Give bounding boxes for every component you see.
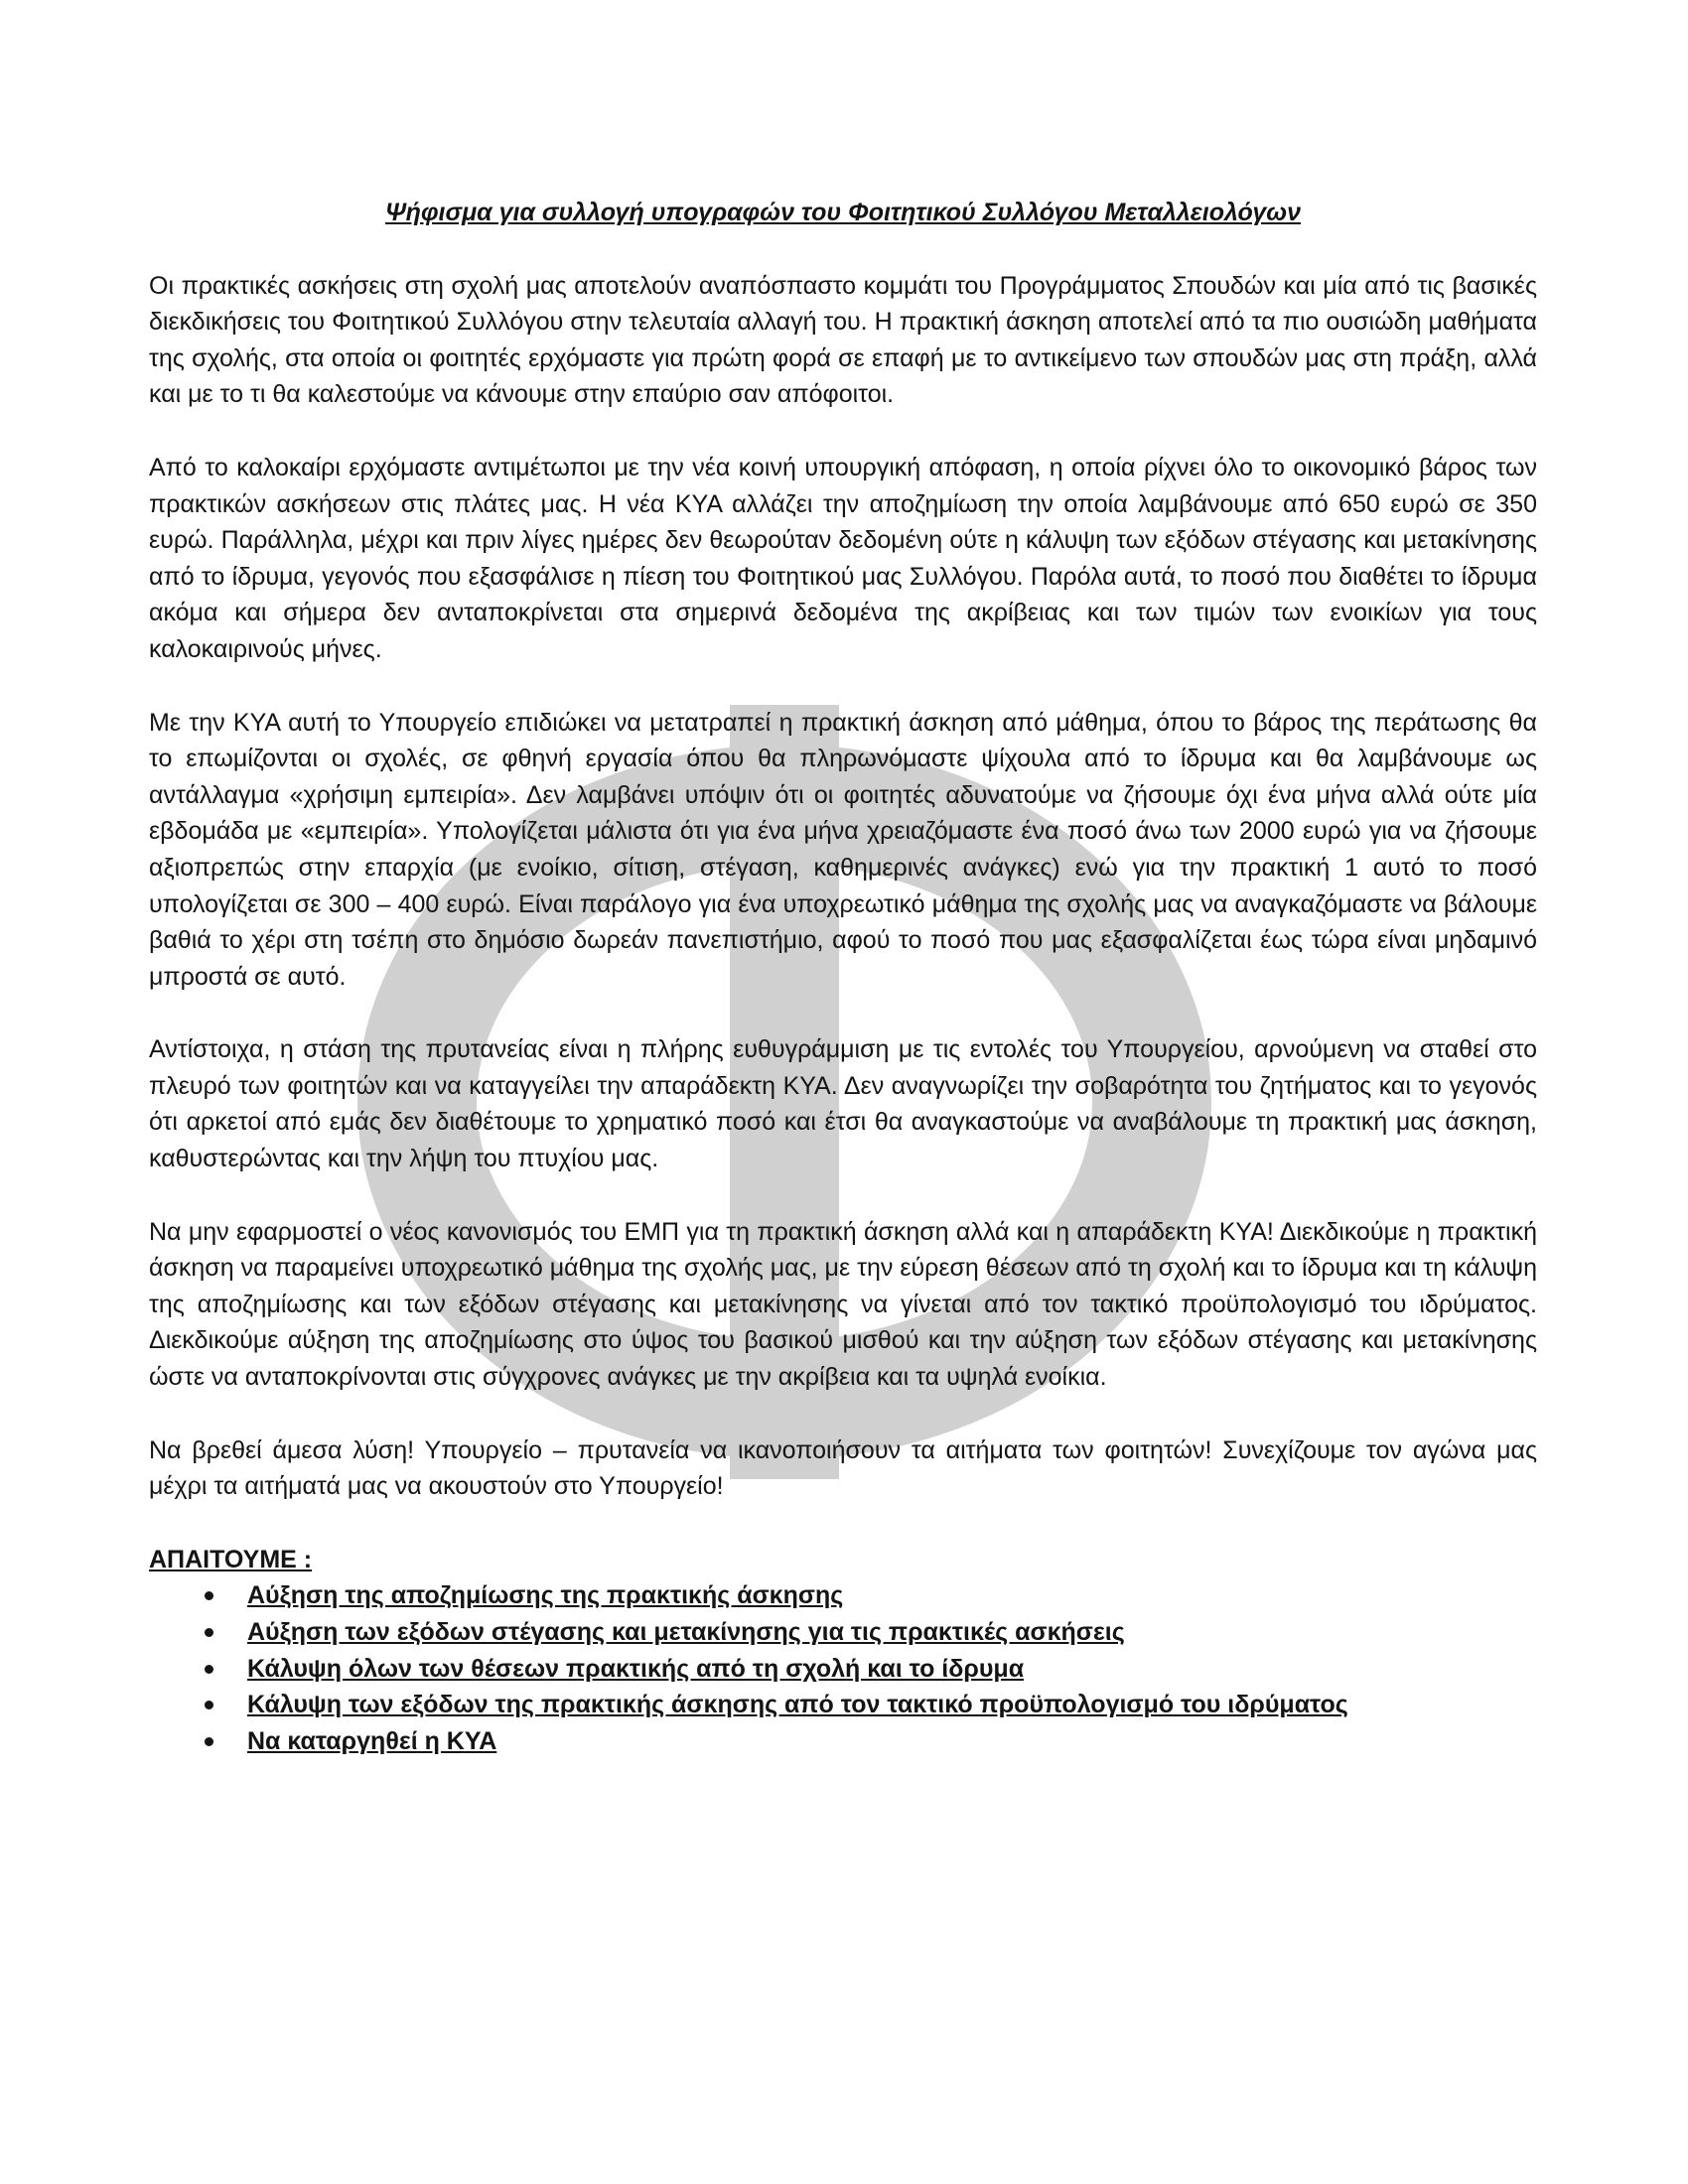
demand-text: Κάλυψη όλων των θέσεων πρακτικής από τη σχολή και το ίδρυμα [247, 1654, 1025, 1683]
bullet-icon [205, 1628, 213, 1637]
paragraph-1: Οι πρακτικές ασκήσεις στη σχολή μας αποτελούν αναπόσπαστο κομμάτι του Προγράμματος Σπουδών και μία από τις βασικές διεκδικήσεις του Φοιτητικού Συλλόγου στην τελευταία αλλαγή του. Η πρακτική άσκηση αποτελεί από τα πιο ουσιώδη μαθήματα της σχολής, στα οποία οι φοιτητές ερχόμαστε για πρώτη φορά σε επαφή με το αντικείμενο των σπουδών μας στη πράξη, αλλά και με το τι θα καλεστούμε να κάνουμε στην επαύριο σαν απόφοιτοι. [149, 271, 1537, 409]
list-item [149, 1577, 1537, 1614]
demand-text: Κάλυψη των εξόδων της πρακτικής άσκησης από τον τακτικό προϋπολογισμό του ιδρύματος [247, 1691, 1348, 1719]
bullet-icon [205, 1737, 213, 1746]
document-body [149, 195, 1537, 1759]
document-title: Ψήφισμα για συλλογή υπογραφών του Φοιτητικού Συλλόγου Μεταλλειολόγων [384, 199, 1302, 226]
paragraph-3: Με την ΚΥΑ αυτή το Υπουργείο επιδιώκει να μετατραπεί η πρακτική άσκηση από μάθημα, όπου το βάρος της περάτωσης θα το επωμίζονται οι σχολές, σε φθηνή εργασία όπου θα πληρωνόμαστε ψίχουλα από το ίδρυμα και θα λαμβάνουμε ως αντάλλαγμα «χρήσιμη εμπειρία». Δεν λαμβάνει υπόψιν ότι οι φοιτητές αδυνατούμε να ζήσουμε όχι ένα μήνα αλλά ούτε μία εβδομάδα με «εμπειρία». Υπολογίζεται μάλιστα ότι για ένα μήνα χρειαζόμαστε ένα ποσό άνω των 2000 ευρώ για να ζήσουμε αξιοπρεπώς στην επαρχία (με ενοίκιο, σίτιση, στέγαση, καθημερινές ανάγκες) ενώ για την πρακτική 1 αυτό το ποσό υπολογίζεται σε 300 – 400 ευρώ. Είναι παράλογο για ένα υποχρεωτικό μάθημα της σχολής μας να αναγκαζόμαστε να βάλουμε βαθιά το χέρι στη τσέπη στο δημόσιο δωρεάν πανεπιστήμιο, αφού το ποσό που μας εξασφαλίζεται έως τώρα είναι μηδαμινό μπροστά σε αυτό. [149, 708, 1537, 991]
demands-list [149, 1577, 1537, 1759]
list-item [149, 1614, 1537, 1651]
paragraph-4: Αντίστοιχα, η στάση της πρυτανείας είναι η πλήρης ευθυγράμμιση με τις εντολές του Υπουργείου, αρνούμενη να σταθεί στο πλευρό των φοιτητών και να καταγγείλει την απαράδεκτη ΚΥΑ. Δεν αναγνωρίζει την σοβαρότητα του ζητήματος και το γεγονός ότι αρκετοί από εμάς δεν διαθέτουμε το χρηματικό ποσό και έτσι θα αναγκαστούμε να αναβάλουμε τη πρακτική μας άσκηση, καθυστερώντας και την λήψη του πτυχίου μας. [149, 1035, 1537, 1173]
list-item [149, 1687, 1537, 1723]
demands-heading: ΑΠΑΙΤΟΥΜΕ : [149, 1545, 313, 1573]
bullet-icon [205, 1591, 213, 1600]
paragraph-2: Από το καλοκαίρι ερχόμαστε αντιμέτωποι με την νέα κοινή υπουργική απόφαση, η οποία ρίχνει όλο το οικονομικό βάρος των πρακτικών ασκήσεων στις πλάτες μας. Η νέα ΚΥΑ αλλάζει την αποζημίωση την οποία λαμβάνουμε από 650 ευρώ σε 350 ευρώ. Παράλληλα, μέχρι και πριν λίγες ημέρες δεν θεωρούταν δεδομένη ούτε η κάλυψη των εξόδων στέγασης και μετακίνησης από το ίδρυμα, γεγονός που εξασφάλισε η πίεση του Φοιτητικού μας Συλλόγου. Παρόλα αυτά, το ποσό που διαθέτει το ίδρυμα ακόμα και σήμερα δεν ανταποκρίνεται στα σημερινά δεδομένα της ακρίβειας και των τιμών των ενοικίων για τους καλοκαιρινούς μήνες. [149, 453, 1537, 663]
list-item [149, 1723, 1537, 1760]
demand-text: Αύξηση των εξόδων στέγασης και μετακίνησης για τις πρακτικές ασκήσεις [247, 1618, 1125, 1646]
bullet-icon [205, 1701, 213, 1709]
paragraph-6: Να βρεθεί άμεσα λύση! Υπουργείο – πρυτανεία να ικανοποιήσουν τα αιτήματα των φοιτητών! Συνεχίζουμε τον αγώνα μας μέχρι τα αιτήματά μας να ακουστούν στο Υπουργείο! [149, 1435, 1537, 1501]
bullet-icon [205, 1665, 213, 1674]
demand-text: Να καταργηθεί η ΚΥΑ [247, 1726, 497, 1755]
list-item [149, 1651, 1537, 1688]
demand-text: Αύξηση της αποζημίωσης της πρακτικής άσκησης [247, 1581, 844, 1610]
paragraph-5: Να μην εφαρμοστεί ο νέος κανονισμός του ΕΜΠ για τη πρακτική άσκηση αλλά και η απαράδεκτη ΚΥΑ! Διεκδικούμε η πρακτική άσκηση να παραμείνει υποχρεωτικό μάθημα της σχολής μας, με την εύρεση θέσεων από τη σχολή και το ίδρυμα και τη κάλυψη της αποζημίωσης και των εξόδων στέγασης και μετακίνησης να γίνεται από τον τακτικό προϋπολογισμό του ιδρύματος. Διεκδικούμε αύξηση της αποζημίωσης στο ύψος του βασικού μισθού και την αύξηση των εξόδων στέγασης και μετακίνησης ώστε να ανταποκρίνονται στις σύγχρονες ανάγκες με την ακρίβεια και τα υψηλά ενοίκια. [149, 1217, 1537, 1392]
